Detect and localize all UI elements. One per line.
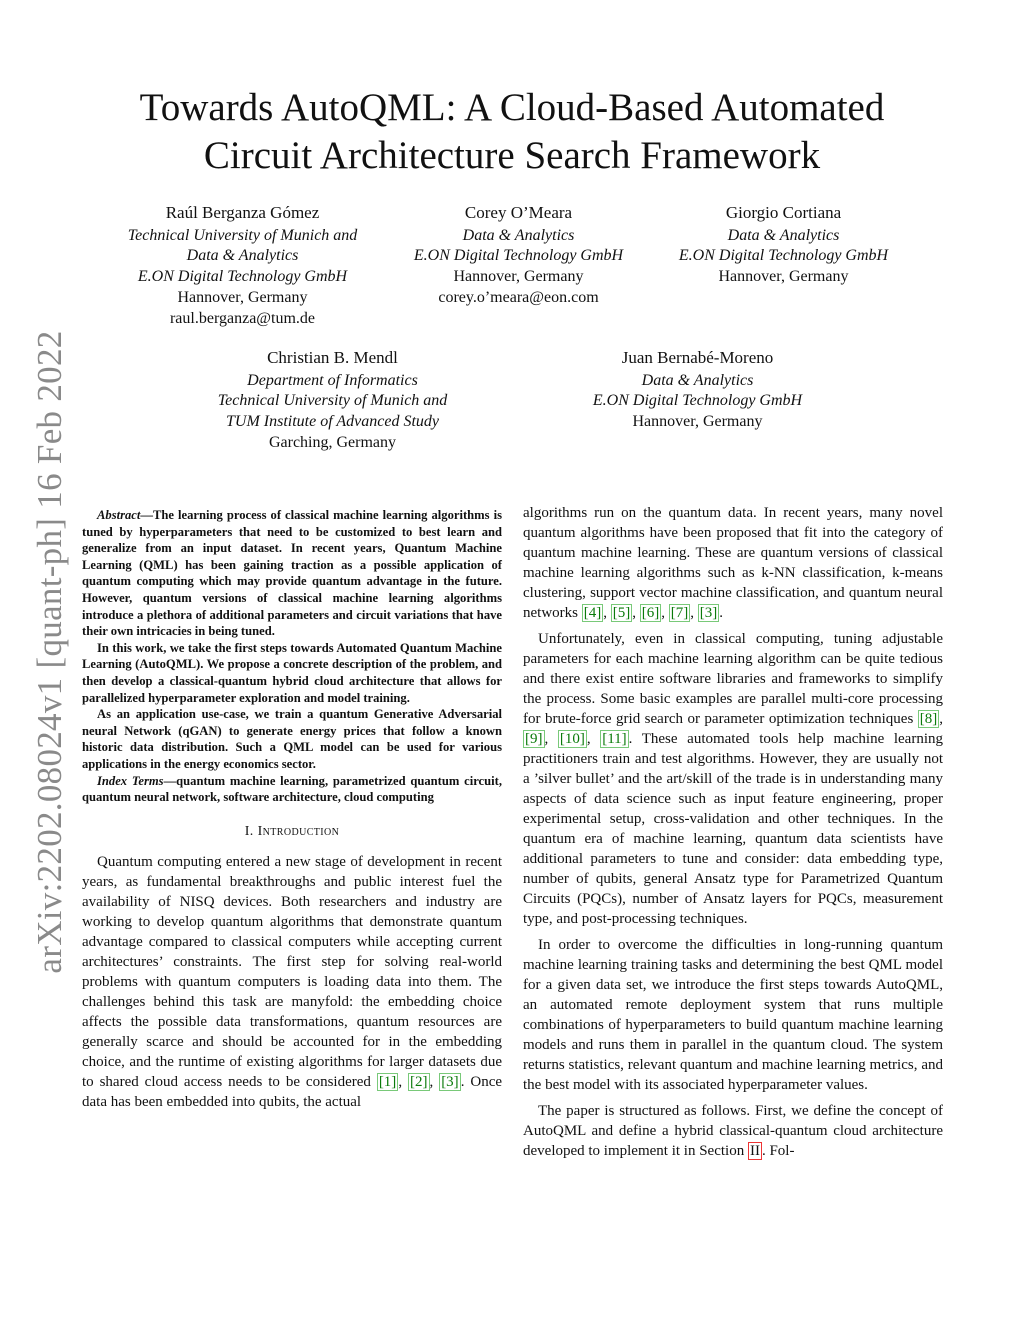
- author-location: Hannover, Germany: [177, 288, 308, 306]
- citation-link[interactable]: [1]: [378, 1073, 397, 1090]
- left-column: [82, 507, 502, 1112]
- right-column: [523, 503, 943, 1161]
- citation-link[interactable]: [10]: [559, 731, 585, 747]
- author-affiliation: E.ON Digital Technology GmbH: [678, 247, 889, 265]
- author-affiliation: E.ON Digital Technology GmbH: [413, 247, 624, 265]
- citation-link[interactable]: [3]: [699, 605, 718, 621]
- paper-title-line-2: Circuit Architecture Search Framework: [203, 134, 821, 177]
- author-email: raul.berganza@tum.de: [169, 309, 316, 327]
- abstract-paragraph-1: [82, 507, 502, 640]
- abstract-paragraph-2: In this work, we take the first steps towards Automated Quantum Machine Learning (AutoQML). We propose a concrete description of the problem, and then develop a classical-quantum hybrid cloud architecture that allows for parallelized hyperparameter exploration and model training.: [82, 640, 502, 705]
- body-text: The paper is structured as follows. First, we define the concept of AutoQML and define a hybrid classical-quantum cloud architecture developed to implement it in Section: [523, 1103, 943, 1159]
- abstract-label: Abstract: [97, 508, 141, 522]
- author-location: Hannover, Germany: [453, 268, 584, 286]
- arxiv-identifier-stamp: arXiv:2202.08024v1 [quant-ph] 16 Feb 2022: [30, 330, 69, 974]
- body-paragraph: Quantum computing entered a new stage of development in recent years, as fundamental breakthroughs and public interest fuel the availability of NISQ devices. Both researchers and industry are working to develop quantum algorithms that demonstrate quantum advantage compared to classical computers while accepting current architectures’ constraints. The first step for solving real-world problems with quantum computers is loading data into them. The challenges behind this task are manyfold: the embedding choice affects the possible data transformations, quantum resources are generally scarce and should be accounted for in the embedding choice, and the runtime of existing algorithms for larger datasets due to shared cloud access needs to be considered [1] , [2] , [3] . Once data has been embedded into qubits, the actual: [82, 853, 503, 1110]
- author-block-omeara: [376, 203, 661, 309]
- author-affiliation: Data & Analytics: [641, 371, 754, 389]
- section-number: I.: [244, 823, 254, 839]
- author-name: Juan Bernabé-Moreno: [621, 348, 774, 367]
- author-name: Corey O’Meara: [464, 203, 573, 222]
- author-block-mendl: [190, 348, 475, 454]
- author-affiliation: Technical University of Munich and: [217, 392, 448, 410]
- author-block-cortiana: [641, 203, 926, 288]
- citation-link[interactable]: [3]: [441, 1073, 459, 1090]
- section-reference-link[interactable]: II: [749, 1143, 760, 1159]
- body-paragraph: [523, 1101, 943, 1161]
- body-paragraph: algorithms run on the quantum data. In recent years, many novel quantum algorithms have been proposed that fit into the category of quantum machine learning. These are quantum versions of classical machine learning algorithms such as k-NN classification, k-means clustering, support vector machine classification, and quantum neural networks [4] , [5] , [6] , [7] , [3] .: [523, 505, 943, 621]
- author-name: Giorgio Cortiana: [725, 203, 842, 222]
- author-name: Christian B. Mendl: [267, 348, 398, 367]
- section-title: Introduction: [257, 823, 340, 839]
- author-affiliation: Data & Analytics: [186, 247, 299, 265]
- author-affiliation: Data & Analytics: [462, 226, 575, 244]
- author-affiliation: TUM Institute of Advanced Study: [226, 413, 439, 431]
- author-location: Garching, Germany: [268, 433, 397, 451]
- author-email: corey.o’meara@eon.com: [438, 288, 599, 306]
- paper-title-line-1: Towards AutoQML: A Cloud-Based Automated: [139, 86, 885, 129]
- citation-link[interactable]: [2]: [410, 1073, 428, 1090]
- index-terms-label: Index Terms: [97, 773, 164, 788]
- body-text: . Fol-: [761, 1143, 795, 1159]
- citation-link[interactable]: [4]: [583, 605, 602, 621]
- citation-link[interactable]: [7]: [670, 605, 689, 621]
- body-paragraph: Unfortunately, even in classical computing, tuning adjustable parameters for each machine learning algorithm can be quite tedious and there exist entire software libraries and frameworks to simplify the process. Some basic examples are parallel multi-core processing for brute-force grid search or parameter optimization techniques [8] , [9] , [10] , [11] . These automated tools help machine learning practitioners train and test algorithms. However, they are usually not a ’silver bullet’ and the art/skill of the trade is in understanding many aspects of data science such as input feature engineering, proper experimental setup, cross-validation and other techniques. In the quantum era of machine learning, quantum data scientists have additional parameters to tune and consider: data embedding type, number of qubits, general Ansatz type for Parametrized Quantum Circuits (PQCs), number of Ansatz layers for PQCs, measurement type, and post-processing techniques.: [523, 631, 943, 927]
- author-affiliation: Department of Informatics: [247, 371, 418, 389]
- citation-link[interactable]: [5]: [612, 605, 631, 621]
- abstract: [82, 507, 502, 806]
- body-text: Quantum computing entered a new stage of development in recent years, as fundamental breakthroughs and public interest fuel the availability of NISQ devices. Both researchers and industry are working to develop quantum algorithms that demonstrate quantum advantage compared to classical computers while accepting current architectures’ constraints. The first step for solving real-world problems with quantum computers is loading data into them. The challenges behind this task are manyfold: the embedding choice affects the possible data transformations, quantum resources are generally scarce and should be accounted for in the embedding choice, and the runtime of existing algorithms for larger datasets due to shared cloud access needs to be considered: [82, 853, 502, 1090]
- section-heading-introduction: [82, 822, 502, 842]
- author-affiliation: E.ON Digital Technology GmbH: [137, 268, 348, 286]
- author-block-bernabe-moreno: [555, 348, 840, 433]
- author-location: Hannover, Germany: [718, 268, 849, 286]
- body-text: algorithms run on the quantum data. In recent years, many novel quantum algorithms have been proposed that fit into the category of quantum machine learning. These are quantum versions of classical machine learning algorithms such as k-NN classification, k-means clustering, support vector machine classification, and quantum neural networks: [523, 505, 943, 621]
- author-location: Hannover, Germany: [632, 413, 763, 431]
- citation-link[interactable]: [9]: [525, 731, 543, 747]
- body-text: . Once data has been embedded into qubits, the actual: [82, 1073, 503, 1110]
- author-name: Raúl Berganza Gómez: [165, 203, 320, 222]
- introduction-left-body: [82, 852, 502, 1112]
- citation-link[interactable]: [11]: [602, 731, 627, 747]
- citation-link[interactable]: [6]: [641, 605, 660, 621]
- author-affiliation: E.ON Digital Technology GmbH: [592, 392, 803, 410]
- author-affiliation: Technical University of Munich and: [127, 226, 358, 244]
- index-terms: [82, 773, 502, 806]
- abstract-paragraph-3: As an application use-case, we train a quantum Generative Adversarial neural Network (qGAN) to generate energy prices that follow a known historic data distribution. Such a QML model can be used for various applications in the energy economics sector.: [82, 707, 502, 771]
- body-text: Unfortunately, even in classical computing, tuning adjustable parameters for each machine learning algorithm can be quite tedious and there exist entire software libraries and frameworks to simplify the process. Some basic examples are parallel multi-core processing for brute-force grid search or parameter optimization techniques: [523, 631, 943, 727]
- body-text: . These automated tools help machine learning practitioners train and test algorithms. However, they are usually not a ’silver bullet’ and the art/skill of the trade is in understanding many aspects of data science such as input feature engineering, proper experimental setup, cross-validation and other techniques. In the quantum era of machine learning, quantum data scientists have additional parameters to tune and consider: data embedding type, number of qubits, general Ansatz type for Parametrized Quantum Circuits (PQCs), number of Ansatz layers for PQCs, measurement type, and post-processing techniques.: [523, 731, 943, 927]
- index-terms-text: —quantum machine learning, parametrized quantum circuit, quantum neural network, software architecture, cloud computing: [82, 773, 502, 805]
- body-paragraph: In order to overcome the difficulties in long-running quantum machine learning training tasks and determining the best QML model for a given data set, we introduce the first steps towards AutoQML, an automated remote deployment system that runs multiple combinations of hyperparameters to build quantum machine learning models and runs them in parallel in the quantum cloud. The system returns statistics, relevant quantum and machine learning metrics, and the best model with its associated hyperparameter values.: [523, 937, 943, 1093]
- author-affiliation: Data & Analytics: [727, 226, 840, 244]
- abstract-text: —The learning process of classical machine learning algorithms is tuned by hyperparameters that need to be customized to best learn and generalize from an input dataset. In recent years, Quantum Machine Learning (QML) has been gaining traction as a possible application of quantum computing which may provide quantum advantage in the future. However, quantum versions of classical machine learning algorithms introduce a plethora of additional parameters and circuit variations that have their own intricacies in being tuned.: [82, 508, 502, 639]
- paper-title: [0, 84, 1024, 180]
- author-block-berganza: [100, 203, 385, 329]
- citation-link[interactable]: [8]: [919, 711, 938, 727]
